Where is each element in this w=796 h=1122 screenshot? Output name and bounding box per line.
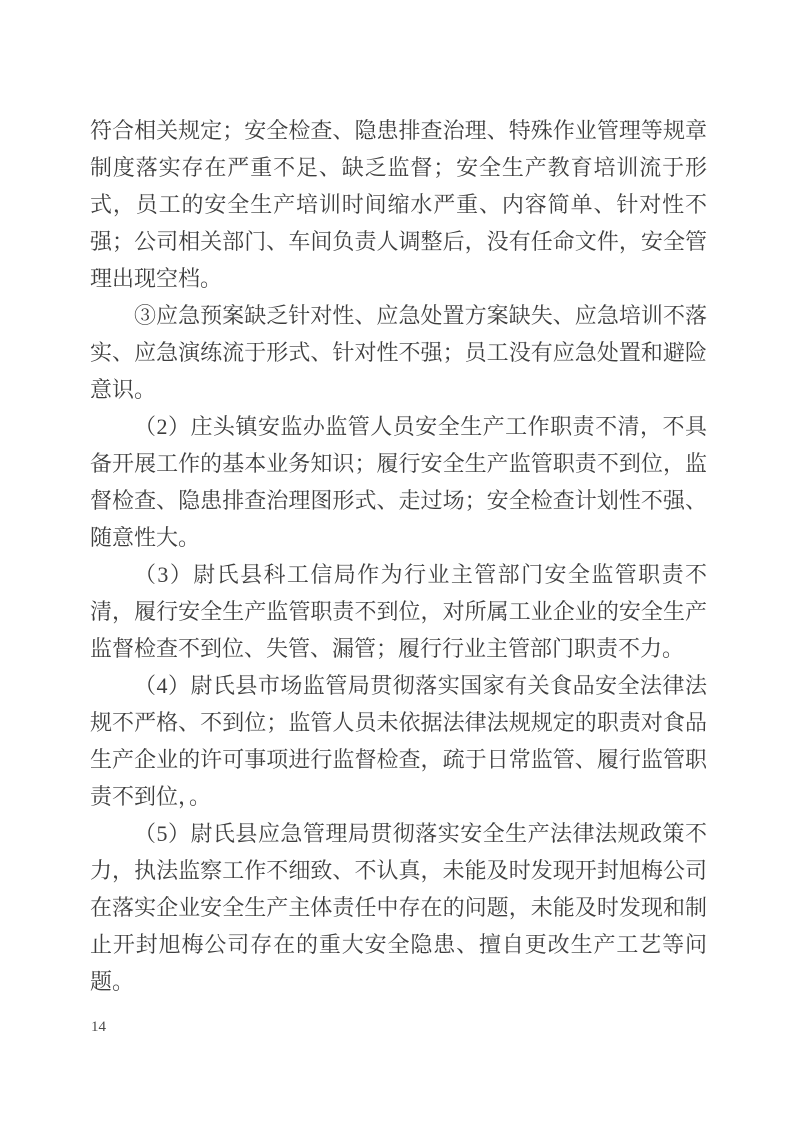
paragraph-item-3: （3）尉氏县科工信局作为行业主管部门安全监管职责不清，履行安全生产监管职责不到位，对所属工业企业的安全生产监督检查不到位、失管、漏管；履行行业主管部门职责不力。: [90, 562, 707, 661]
document-text-block: [90, 112, 707, 1000]
paragraph-item-circled-3: ③应急预案缺乏针对性、应急处置方案缺失、应急培训不落实、应急演练流于形式、针对性不强；员工没有应急处置和避险意识。: [90, 303, 707, 402]
paragraph-item-2: （2）庄头镇安监办监管人员安全生产工作职责不清，不具备开展工作的基本业务知识；履行安全生产监管职责不到位，监督检查、隐患排查治理图形式、走过场；安全检查计划性不强、随意性大。: [90, 414, 707, 550]
paragraph-item-5: （5）尉氏县应急管理局贯彻落实安全生产法律法规政策不力，执法监察工作不细致、不认真，未能及时发现开封旭梅公司在落实企业安全生产主体责任中存在的问题，未能及时发现和制止开封旭梅公司存在的重大安全隐患、擅自更改生产工艺等问题。: [90, 821, 707, 994]
page-number: 14: [91, 1019, 106, 1035]
paragraph-continuation: 符合相关规定；安全检查、隐患排查治理、特殊作业管理等规章制度落实存在严重不足、缺乏监督；安全生产教育培训流于形式，员工的安全生产培训时间缩水严重、内容简单、针对性不强；公司相关部门、车间负责人调整后，没有任命文件，安全管理出现空档。: [90, 118, 707, 291]
paragraph-item-4: （4）尉氏县市场监管局贯彻落实国家有关食品安全法律法规不严格、不到位；监管人员未依据法律法规规定的职责对食品生产企业的许可事项进行监督检查，疏于日常监管、履行监管职责不到位，。: [90, 673, 707, 809]
